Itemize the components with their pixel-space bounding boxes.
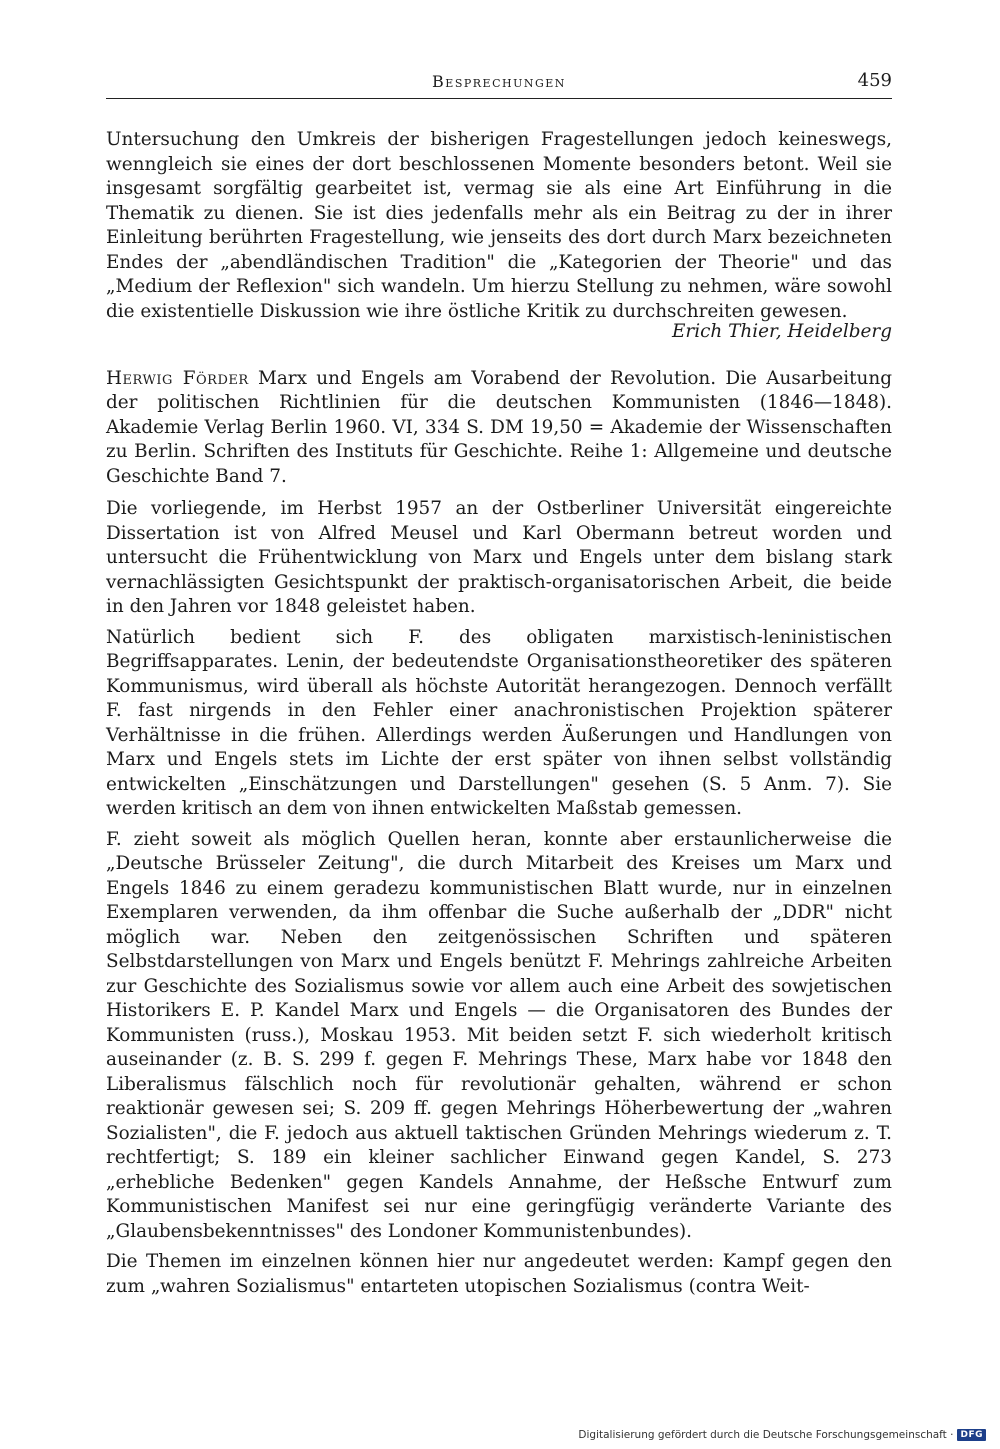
digitization-credit: Digitalisierung gefördert durch die Deutsche Forschungsgemeinschaft · xyxy=(578,1429,954,1441)
running-header-title: Besprechungen xyxy=(432,72,566,91)
running-header xyxy=(106,70,892,99)
reviewed-book-details: Marx und Engels am Vorabend der Revolution. Die Ausarbeitung der politischen Richtlinien für die deutschen Kommunisten (1846—1848). Akademie Verlag Berlin 1960. VI, 334 S. DM 19,50 = Akademie der Wissenschaften zu Berlin. Schriften des Instituts für Geschichte. Reihe 1: Allgemeine und deutsche Geschichte Band 7. xyxy=(106,367,892,487)
review-paragraph: Die vorliegende, im Herbst 1957 an der Ostberliner Universität eingereichte Dissertation ist von Alfred Meusel und Karl Obermann betreut worden und untersucht die Frühentwicklung von Marx und Engels unter dem bislang stark vernachlässigten Gesichtspunkt der praktisch-organisatorischen Arbeit, die beide in den Jahren vor 1848 geleistet haben. xyxy=(106,498,892,617)
page-content xyxy=(106,128,892,1299)
review-paragraph: Die Themen im einzelnen können hier nur angedeutet werden: Kampf gegen den zum „wahren Sozialismus" entarteten utopischen Sozialismus (contra Weit- xyxy=(106,1251,892,1297)
review-bibliographic-heading xyxy=(106,367,892,490)
digitization-footer xyxy=(578,1429,986,1441)
review-paragraph: Natürlich bedient sich F. des obligaten marxistisch-leninistischen Begriffsapparates. Lenin, der bedeutendste Organisationstheoretiker des späteren Kommunismus, wird überall als höchste Autorität herangezogen. Dennoch verfällt F. fast nirgends in den Fehler einer anachronistischen Projektion späterer Verhältnisse in die frühen. Allerdings werden Äußerungen und Handlungen von Marx und Engels stets im Lichte der erst später von ihnen selbst vollständig entwickelten „Einschätzungen und Darstellungen" gesehen (S. 5 Anm. 7). Sie werden kritisch an dem von ihnen entwickelten Maßstab gemessen. xyxy=(106,626,892,819)
page-number: 459 xyxy=(857,70,892,91)
reviewed-author: Herwig Förder xyxy=(106,367,249,389)
dfg-logo: DFG xyxy=(957,1429,986,1441)
review-paragraph: F. zieht soweit als möglich Quellen heran, konnte aber erstaunlicherweise die „Deutsche Brüsseler Zeitung", die durch Mitarbeit des Kreises um Marx und Engels 1846 zu einem geradezu kommunistischen Blatt wurde, nur in einzelnen Exemplaren verwenden, da ihm offenbar die Suche außerhalb der „DDR" nicht möglich war. Neben den zeitgenössischen Schriften und späteren Selbstdarstellungen von Marx und Engels benützt F. Mehrings zahlreiche Arbeiten zur Geschichte des Sozialismus sowie vor allem auch eine Arbeit des sowjetischen Historikers E. P. Kandel Marx und Engels — die Organisatoren des Bundes der Kommunisten (russ.), Moskau 1953. Mit beiden setzt F. sich wiederholt kritisch auseinander (z. B. S. 299 f. gegen F. Mehrings These, Marx habe vor 1848 den Liberalismus fälschlich noch für revolutionär gehalten, während er schon reaktionär gewesen sei; S. 209 ff. gegen Mehrings Höherbewertung der „wahren Sozialisten", die F. jedoch aus aktuell taktischen Gründen Mehrings wiederum z. T. rechtfertigt; S. 189 ein kleiner sachlicher Einwand gegen Kandel, S. 273 „erhebliche Bedenken" gegen Kandels Annahme, der Heßsche Entwurf zum Kommunistischen Manifest sei nur eine geringfügig veränderte Variante des „Glaubensbekenntnisses" des Londoner Kommunistenbundes). xyxy=(106,828,892,1242)
review-continuation-paragraph: Untersuchung den Umkreis der bisherigen Fragestellungen jedoch keineswegs, wenngleich sie eines der dort beschlossenen Momente besonders betont. Weil sie insgesamt sorgfältig gearbeitet ist, vermag sie als eine Art Einführung in die Thematik zu dienen. Sie ist dies jedenfalls mehr als ein Beitrag zu der in ihrer Einleitung berührten Fragestellung, wie jenseits des dort durch Marx bezeichneten Endes der „abendländischen Tradition" die „Kategorien der Theorie" und das „Medium der Reflexion" sich wandeln. Um hierzu Stellung zu nehmen, wäre sowohl die existentielle Diskussion wie ihre östliche Kritik zu durchschreiten gewesen. xyxy=(106,129,892,322)
reviewer-signature: Erich Thier, Heidelberg xyxy=(672,321,892,342)
